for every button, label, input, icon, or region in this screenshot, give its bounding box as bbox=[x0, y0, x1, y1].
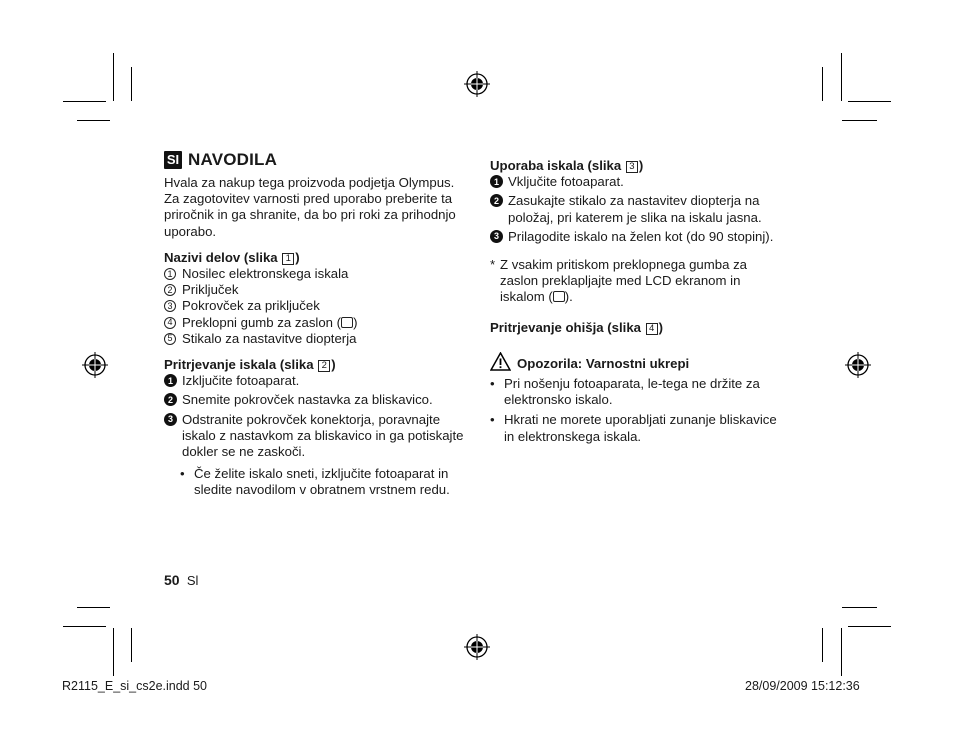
parts-heading: Nazivi delov (slika 1 ) bbox=[164, 249, 300, 265]
crop-mark bbox=[113, 628, 114, 676]
use-heading: Uporaba iskala (slika 3 ) bbox=[490, 158, 644, 173]
list-item: • Pri nošenju fotoaparata, le-tega ne držite za elektronsko iskalo. bbox=[490, 376, 760, 408]
title-row bbox=[164, 151, 469, 169]
caution-heading: Opozorila: Varnostni ukrepi bbox=[490, 352, 782, 372]
intro-paragraph: Hvala za nakup tega proizvoda podjetja Olympus. Za zagotovitev varnosti pred uporabo preberite ta priročnik in ga shranite, da bo pri roki za prihodnjo uporabo. bbox=[164, 175, 456, 239]
crop-mark bbox=[63, 626, 106, 627]
list-item: 3 Pokrovček za priključek bbox=[164, 298, 469, 314]
crop-mark bbox=[113, 53, 114, 101]
figure-number-box: 4 bbox=[646, 323, 658, 335]
left-column bbox=[164, 151, 469, 499]
crop-mark bbox=[822, 628, 823, 662]
crop-mark bbox=[77, 120, 110, 121]
crop-mark bbox=[63, 101, 106, 102]
step-item: 2 Snemite pokrovček nastavka za bliskavico. bbox=[164, 392, 469, 408]
list-item: 2 Priključek bbox=[164, 282, 469, 298]
right-column bbox=[490, 158, 782, 445]
step-item: 1 Vključite fotoaparat. bbox=[490, 174, 782, 190]
language-badge: SI bbox=[164, 151, 182, 169]
footer-date: 28/09/2009 15:12:36 bbox=[745, 679, 860, 693]
note-item: • Če želite iskalo sneti, izključite fotoaparat in sledite navodilom v obratnem vrstnem redu. bbox=[180, 466, 450, 498]
figure-number-box: 2 bbox=[318, 360, 330, 372]
crop-mark bbox=[842, 607, 877, 608]
crop-mark bbox=[841, 628, 842, 676]
crop-mark bbox=[77, 607, 110, 608]
registration-mark-icon bbox=[82, 352, 108, 378]
step-item: 2 Zasukajte stikalo za nastavitev diopterja na položaj, pri katerem je slika na iskalu jasna. bbox=[490, 193, 782, 225]
monitor-icon bbox=[553, 291, 565, 302]
footer-file: R2115_E_si_cs2e.indd 50 bbox=[62, 679, 208, 693]
registration-mark-icon bbox=[845, 352, 871, 378]
step-item: 3 Odstranite pokrovček konektorja, poravnajte iskalo z nastavkom za bliskavico in ga potiskajte dokler se ne zaskoči. bbox=[164, 412, 469, 461]
list-item: 4 Preklopni gumb za zaslon ( ) bbox=[164, 315, 469, 331]
step-item: 1 Izključite fotoaparat. bbox=[164, 373, 469, 389]
list-item: • Hkrati ne morete uporabljati zunanje bliskavice in elektronskega iskala. bbox=[490, 412, 777, 444]
warning-icon bbox=[490, 352, 511, 371]
page-title: NAVODILA bbox=[188, 149, 278, 169]
registration-mark-icon bbox=[464, 634, 490, 660]
crop-mark bbox=[848, 101, 891, 102]
crop-mark bbox=[842, 120, 877, 121]
page-number: 50 Sl bbox=[164, 572, 199, 588]
crop-mark bbox=[822, 67, 823, 101]
list-item: 5 Stikalo za nastavitve diopterja bbox=[164, 331, 469, 347]
note-item: * Z vsakim pritiskom preklopnega gumba za zaslon preklapljajte med LCD ekranom in iskalom ( ). bbox=[490, 257, 748, 305]
figure-number-box: 1 bbox=[282, 253, 294, 265]
crop-mark bbox=[848, 626, 891, 627]
case-heading: Pritrjevanje ohišja (slika 4 ) bbox=[490, 319, 664, 335]
crop-mark bbox=[131, 67, 132, 101]
list-item: 1 Nosilec elektronskega iskala bbox=[164, 266, 469, 282]
registration-mark-icon bbox=[464, 71, 490, 97]
attach-heading: Pritrjevanje iskala (slika 2 ) bbox=[164, 357, 336, 373]
crop-mark bbox=[131, 628, 132, 662]
monitor-icon bbox=[341, 317, 353, 328]
figure-number-box: 3 bbox=[626, 161, 638, 173]
step-item: 3 Prilagodite iskalo na želen kot (do 90 stopinj). bbox=[490, 229, 782, 245]
crop-mark bbox=[841, 53, 842, 101]
